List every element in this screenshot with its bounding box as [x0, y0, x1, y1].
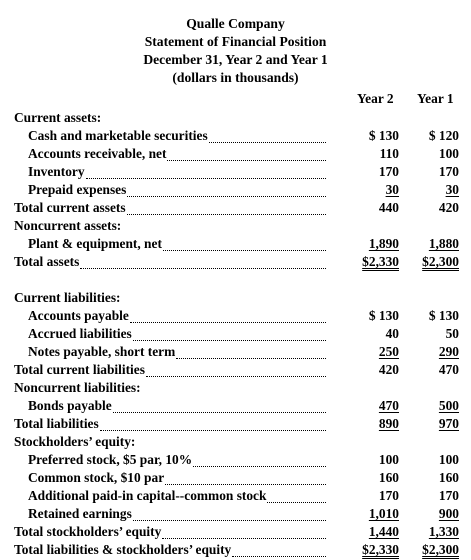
year1-value: 500	[438, 398, 459, 413]
dot-leader	[127, 182, 326, 197]
statement-row	[0, 362, 471, 380]
row-label: Accounts payable	[28, 308, 129, 323]
row-label: Total liabilities	[14, 416, 99, 431]
year1-value: $ 120	[428, 128, 459, 143]
statement-row	[0, 110, 471, 128]
statement-row	[0, 416, 471, 434]
row-label: Cash and marketable securities	[28, 128, 208, 143]
year1-value: 470	[438, 362, 459, 377]
statement-row	[0, 398, 471, 416]
statement-row	[0, 218, 471, 236]
year1-value: $2,300	[422, 542, 459, 557]
year1-value: 970	[438, 416, 459, 431]
year2-value: 470	[378, 398, 399, 413]
statement-row	[0, 524, 471, 542]
row-label: Noncurrent liabilities:	[14, 380, 141, 395]
row-label: Common stock, $10 par	[28, 470, 165, 485]
year1-value: 420	[438, 200, 459, 215]
year2-value: $ 130	[368, 128, 399, 143]
year2-value: 420	[378, 362, 399, 377]
year2-value: 40	[385, 326, 399, 341]
row-label: Total current liabilities	[14, 362, 145, 377]
year2-value: $2,330	[362, 254, 399, 269]
row-label: Noncurrent assets:	[14, 218, 122, 233]
column-header-year1: Year 1	[417, 91, 454, 106]
year2-value: 1,440	[368, 524, 399, 539]
statement-row	[0, 308, 471, 326]
dot-leader	[176, 344, 326, 359]
year2-value: 170	[378, 164, 399, 179]
year2-value: 100	[378, 452, 399, 467]
row-label: Current assets:	[14, 110, 102, 125]
row-label: Total liabilities & stockholders’ equity	[14, 542, 232, 557]
year2-value: 250	[378, 344, 399, 359]
statement-row	[0, 344, 471, 362]
dot-leader	[146, 362, 326, 377]
statement-row	[0, 164, 471, 182]
year1-value: 290	[438, 344, 459, 359]
year2-value: 30	[385, 182, 399, 197]
year2-value: 1,890	[368, 236, 399, 251]
dot-leader	[165, 470, 326, 485]
dot-leader	[80, 254, 326, 269]
statement-row	[0, 326, 471, 344]
row-label: Prepaid expenses	[28, 182, 127, 197]
dot-leader	[86, 164, 326, 179]
row-label: Bonds payable	[28, 398, 112, 413]
year2-value: 890	[378, 416, 399, 431]
year1-value: 1,330	[428, 524, 459, 539]
dot-leader	[127, 200, 326, 215]
statement-row	[0, 488, 471, 506]
statement-row	[0, 182, 471, 200]
statement-row	[0, 254, 471, 272]
year1-value: 1,880	[428, 236, 459, 251]
dot-leader	[130, 308, 326, 323]
row-label: Notes payable, short term	[28, 344, 176, 359]
year2-value: 160	[378, 470, 399, 485]
year2-value: 1,010	[368, 506, 399, 521]
statement-row	[0, 200, 471, 218]
year1-value: $2,300	[422, 254, 459, 269]
year1-value: 100	[438, 452, 459, 467]
statement-dates: December 31, Year 2 and Year 1	[143, 52, 328, 67]
column-header-year2: Year 2	[357, 91, 394, 106]
dot-leader	[267, 488, 326, 503]
year1-value: 170	[438, 488, 459, 503]
year1-value: $ 130	[428, 308, 459, 323]
dot-leader	[232, 542, 326, 557]
statement-row	[0, 506, 471, 524]
year2-value: 170	[378, 488, 399, 503]
year2-value: $2,330	[362, 542, 399, 557]
dot-leader	[133, 506, 326, 521]
dot-leader	[209, 128, 326, 143]
row-label: Total stockholders’ equity	[14, 524, 162, 539]
row-label: Preferred stock, $5 par, 10%	[28, 452, 193, 467]
year1-value: 160	[438, 470, 459, 485]
statement-row	[0, 542, 471, 560]
dot-leader	[167, 146, 326, 161]
year1-value: 30	[445, 182, 459, 197]
year1-value: 900	[438, 506, 459, 521]
year2-value: $ 130	[368, 308, 399, 323]
row-label: Inventory	[28, 164, 85, 179]
dot-leader	[162, 524, 326, 539]
dot-leader	[193, 452, 326, 467]
year2-value: 110	[379, 146, 399, 161]
row-label: Total assets	[14, 254, 80, 269]
dot-leader	[163, 236, 326, 251]
statement-row	[0, 236, 471, 254]
row-label: Total current assets	[14, 200, 126, 215]
row-label: Plant & equipment, net	[28, 236, 162, 251]
row-label: Accrued liabilities	[28, 326, 132, 341]
company-name: Qualle Company	[186, 16, 285, 31]
dot-leader	[113, 398, 326, 413]
row-label: Current liabilities:	[14, 290, 121, 305]
year1-value: 50	[445, 326, 459, 341]
statement-units: (dollars in thousands)	[172, 70, 299, 85]
year1-value: 170	[438, 164, 459, 179]
statement-row	[0, 128, 471, 146]
statement-row	[0, 470, 471, 488]
dot-leader	[133, 326, 326, 341]
statement-row	[0, 380, 471, 398]
statement-row	[0, 146, 471, 164]
statement-title: Statement of Financial Position	[144, 34, 327, 49]
statement-row	[0, 290, 471, 308]
row-label: Accounts receivable, net	[28, 146, 167, 161]
statement-row	[0, 452, 471, 470]
year2-value: 440	[378, 200, 399, 215]
year1-value: 100	[438, 146, 459, 161]
row-label: Additional paid-in capital--common stock	[28, 488, 267, 503]
row-label: Retained earnings	[28, 506, 132, 521]
dot-leader	[100, 416, 326, 431]
statement-row	[0, 434, 471, 452]
row-label: Stockholders’ equity:	[14, 434, 136, 449]
